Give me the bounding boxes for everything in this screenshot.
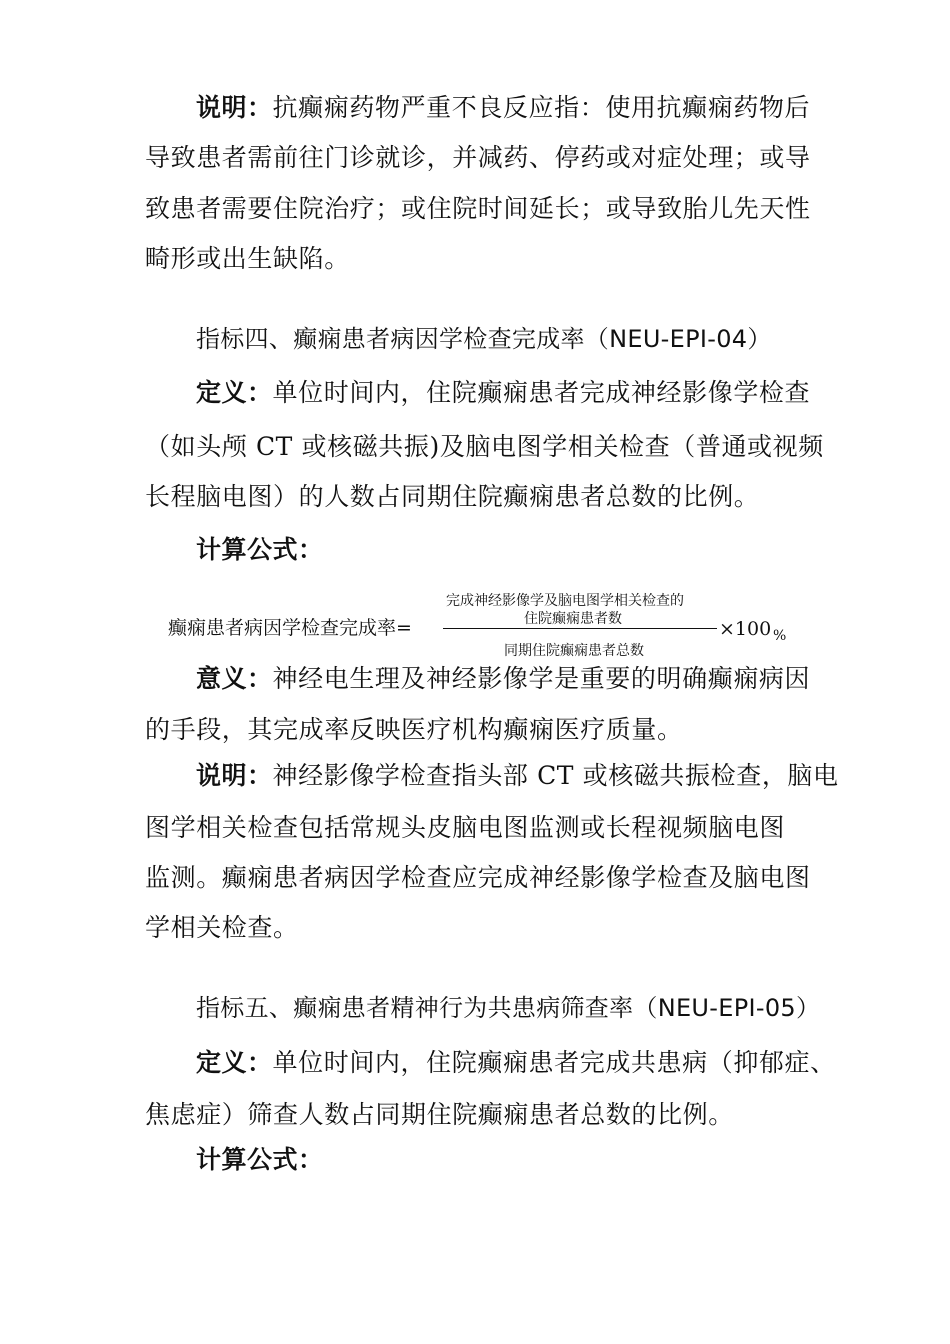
formula-multiplier: ×100 [719, 618, 772, 640]
indicator4-significance-line-2: 的手段，其完成率反映医疗机构癫痫医疗质量。 [145, 715, 683, 744]
indicator4-explain-line-4: 学相关检查。 [145, 913, 299, 942]
indicator4-definition-line-1 [196, 378, 810, 408]
indicator4-explain-label: 说明： [196, 761, 273, 790]
indicator4-definition-line-3: 长程脑电图）的人数占同期住院癫痫患者总数的比例。 [145, 482, 760, 511]
formula-percent-sign: % [773, 628, 787, 644]
indicator4-significance-line-1 [196, 664, 810, 694]
indicator4-heading: 指标四、癫痫患者病因学检查完成率（NEU-EPI-04） [196, 325, 772, 353]
indicator4-formula [168, 592, 808, 664]
indicator5-definition-line-2: 焦虑症）筛查人数占同期住院癫痫患者总数的比例。 [145, 1100, 734, 1129]
indicator4-definition-line-2: （如头颅 CT 或核磁共振)及脑电图学相关检查（普通或视频 [145, 432, 824, 461]
indicator5-heading: 指标五、癫痫患者精神行为共患病筛查率（NEU-EPI-05） [196, 994, 821, 1022]
indicator5-formula-label: 计算公式： [196, 1145, 324, 1174]
indicator4-explain-text-1: 神经影像学检查指头部 CT 或核磁共振检查，脑电 [272, 761, 839, 790]
explain-label: 说明： [196, 93, 273, 122]
explain-line-4: 畸形或出生缺陷。 [145, 244, 350, 273]
explain-line-1 [196, 93, 810, 123]
indicator4-definition-text-1: 单位时间内，住院癫痫患者完成神经影像学检查 [272, 378, 811, 407]
formula-denominator: 同期住院癫痫患者总数 [504, 643, 644, 659]
formula-left-side: 癫痫患者病因学检查完成率= [168, 617, 412, 639]
indicator5-definition-label: 定义： [196, 1048, 273, 1077]
formula-fraction-bar [443, 628, 717, 629]
indicator4-significance-label: 意义： [196, 664, 273, 693]
indicator5-definition-line-1 [196, 1048, 836, 1078]
indicator4-significance-text-1: 神经电生理及神经影像学是重要的明确癫痫病因 [272, 664, 811, 693]
indicator4-formula-label: 计算公式： [196, 535, 324, 564]
indicator4-definition-label: 定义： [196, 378, 273, 407]
explain-text-1: 抗癫痫药物严重不良反应指：使用抗癫痫药物后 [272, 93, 811, 122]
explain-line-2: 导致患者需前往门诊就诊，并减药、停药或对症处理；或导 [145, 143, 811, 172]
indicator4-explain-line-3: 监测。癫痫患者病因学检查应完成神经影像学检查及脑电图 [145, 863, 811, 892]
indicator4-explain-line-1 [196, 761, 839, 791]
indicator4-explain-line-2: 图学相关检查包括常规头皮脑电图监测或长程视频脑电图 [145, 813, 786, 842]
formula-numerator-line-2: 住院癫痫患者数 [524, 611, 622, 627]
explain-line-3: 致患者需要住院治疗；或住院时间延长；或导致胎儿先天性 [145, 194, 811, 223]
indicator5-definition-text-1: 单位时间内，住院癫痫患者完成共患病（抑郁症、 [272, 1048, 836, 1077]
formula-numerator-line-1: 完成神经影像学及脑电图学相关检查的 [446, 593, 684, 609]
